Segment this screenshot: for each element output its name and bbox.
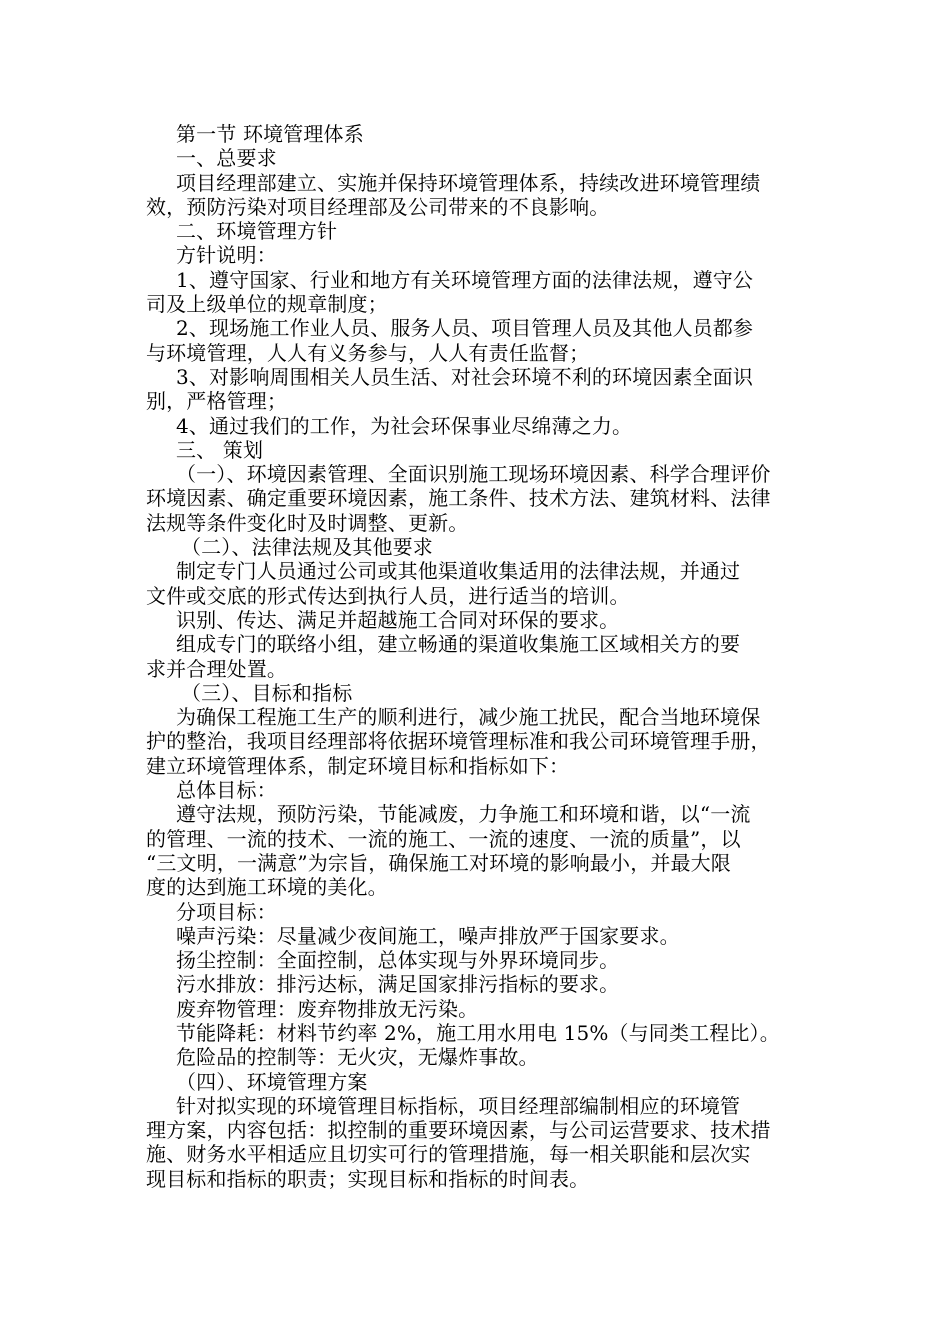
paragraph-line: 求并合理处置。 — [146, 656, 288, 681]
paragraph-line: 环境因素、确定重要环境因素，施工条件、技术方法、建筑材料、法律 — [146, 486, 771, 511]
paragraph-line: 为确保工程施工生产的顺利进行，减少施工扰民，配合当地环境保 — [176, 705, 761, 730]
paragraph-line: 噪声污染：尽量减少夜间施工，噪声排放严于国家要求。 — [176, 923, 680, 948]
paragraph-line: 遵守法规，预防污染，节能减废，力争施工和环境和谐，以“一流 — [176, 802, 751, 827]
paragraph-line: 效，预防污染对项目经理部及公司带来的不良影响。 — [146, 194, 610, 219]
paragraph-line: 现目标和指标的职责；实现目标和指标的时间表。 — [146, 1166, 590, 1191]
section-heading: （二）、法律法规及其他要求 — [181, 535, 433, 560]
paragraph-line: 总体目标： — [176, 778, 277, 803]
paragraph-line: 与环境管理，人人有义务参与，人人有责任监督； — [146, 340, 590, 365]
paragraph-line: 法规等条件变化时及时调整、更新。 — [146, 510, 469, 535]
paragraph-line: 分项目标： — [176, 899, 277, 924]
paragraph-line: 节能降耗：材料节约率 2%，施工用水用电 15%（与同类工程比）。 — [176, 1020, 780, 1045]
section-heading: 二、环境管理方针 — [176, 219, 338, 244]
paragraph-line: “三文明，一满意”为宗旨，确保施工对环境的影响最小，并最大限 — [146, 850, 731, 875]
paragraph-line: 废弃物管理：废弃物排放无污染。 — [176, 996, 479, 1021]
paragraph-line: 护的整治，我项目经理部将依据环境管理标准和我公司环境管理手册， — [146, 729, 771, 754]
section-heading: （四）、环境管理方案 — [176, 1069, 368, 1094]
paragraph-line: 4、通过我们的工作，为社会环保事业尽绵薄之力。 — [176, 413, 633, 438]
paragraph-line: 建立环境管理体系，制定环境目标和指标如下： — [146, 753, 570, 778]
paragraph-line: 度的达到施工环境的美化。 — [146, 875, 388, 900]
paragraph-line: 项目经理部建立、实施并保持环境管理体系，持续改进环境管理绩 — [176, 170, 761, 195]
paragraph-line: 组成专门的联络小组，建立畅通的渠道收集施工区域相关方的要 — [176, 632, 741, 657]
paragraph-line: 文件或交底的形式传达到执行人员，进行适当的培训。 — [146, 583, 630, 608]
paragraph-line: 3、对影响周围相关人员生活、对社会环境不利的环境因素全面识 — [176, 364, 754, 389]
paragraph-line: 扬尘控制：全面控制，总体实现与外界环境同步。 — [176, 948, 620, 973]
paragraph-line: 制定专门人员通过公司或其他渠道收集适用的法律法规，并通过 — [176, 559, 741, 584]
paragraph-line: 别，严格管理； — [146, 389, 288, 414]
section-heading: 第一节 环境管理体系 — [176, 122, 364, 146]
section-heading: （三）、目标和指标 — [181, 680, 353, 705]
paragraph-line: 的管理、一流的技术、一流的施工、一流的速度、一流的质量”，以 — [146, 826, 741, 851]
paragraph-line: 司及上级单位的规章制度； — [146, 292, 388, 317]
paragraph-line: 2、现场施工作业人员、服务人员、项目管理人员及其他人员都参 — [176, 316, 754, 341]
section-heading: 三、 策划 — [176, 437, 264, 462]
section-heading: 一、总要求 — [176, 146, 277, 171]
paragraph-line: 危险品的控制等：无火灾，无爆炸事故。 — [176, 1045, 539, 1070]
paragraph-line: 识别、传达、满足并超越施工合同对环保的要求。 — [176, 607, 620, 632]
paragraph-line: （一）、环境因素管理、全面识别施工现场环境因素、科学合理评价 — [176, 462, 771, 487]
paragraph-line: 施、财务水平相适应且切实可行的管理措施，每一相关职能和层次实 — [146, 1142, 751, 1167]
document-page — [146, 122, 818, 1191]
paragraph-line: 理方案，内容包括：拟控制的重要环境因素，与公司运营要求、技术措 — [146, 1118, 771, 1143]
paragraph-line: 污水排放：排污达标，满足国家排污指标的要求。 — [176, 972, 620, 997]
paragraph-line: 1、遵守国家、行业和地方有关环境管理方面的法律法规，遵守公 — [176, 267, 754, 292]
paragraph-line: 方针说明： — [176, 243, 277, 268]
paragraph-line: 针对拟实现的环境管理目标指标，项目经理部编制相应的环境管 — [176, 1093, 741, 1118]
